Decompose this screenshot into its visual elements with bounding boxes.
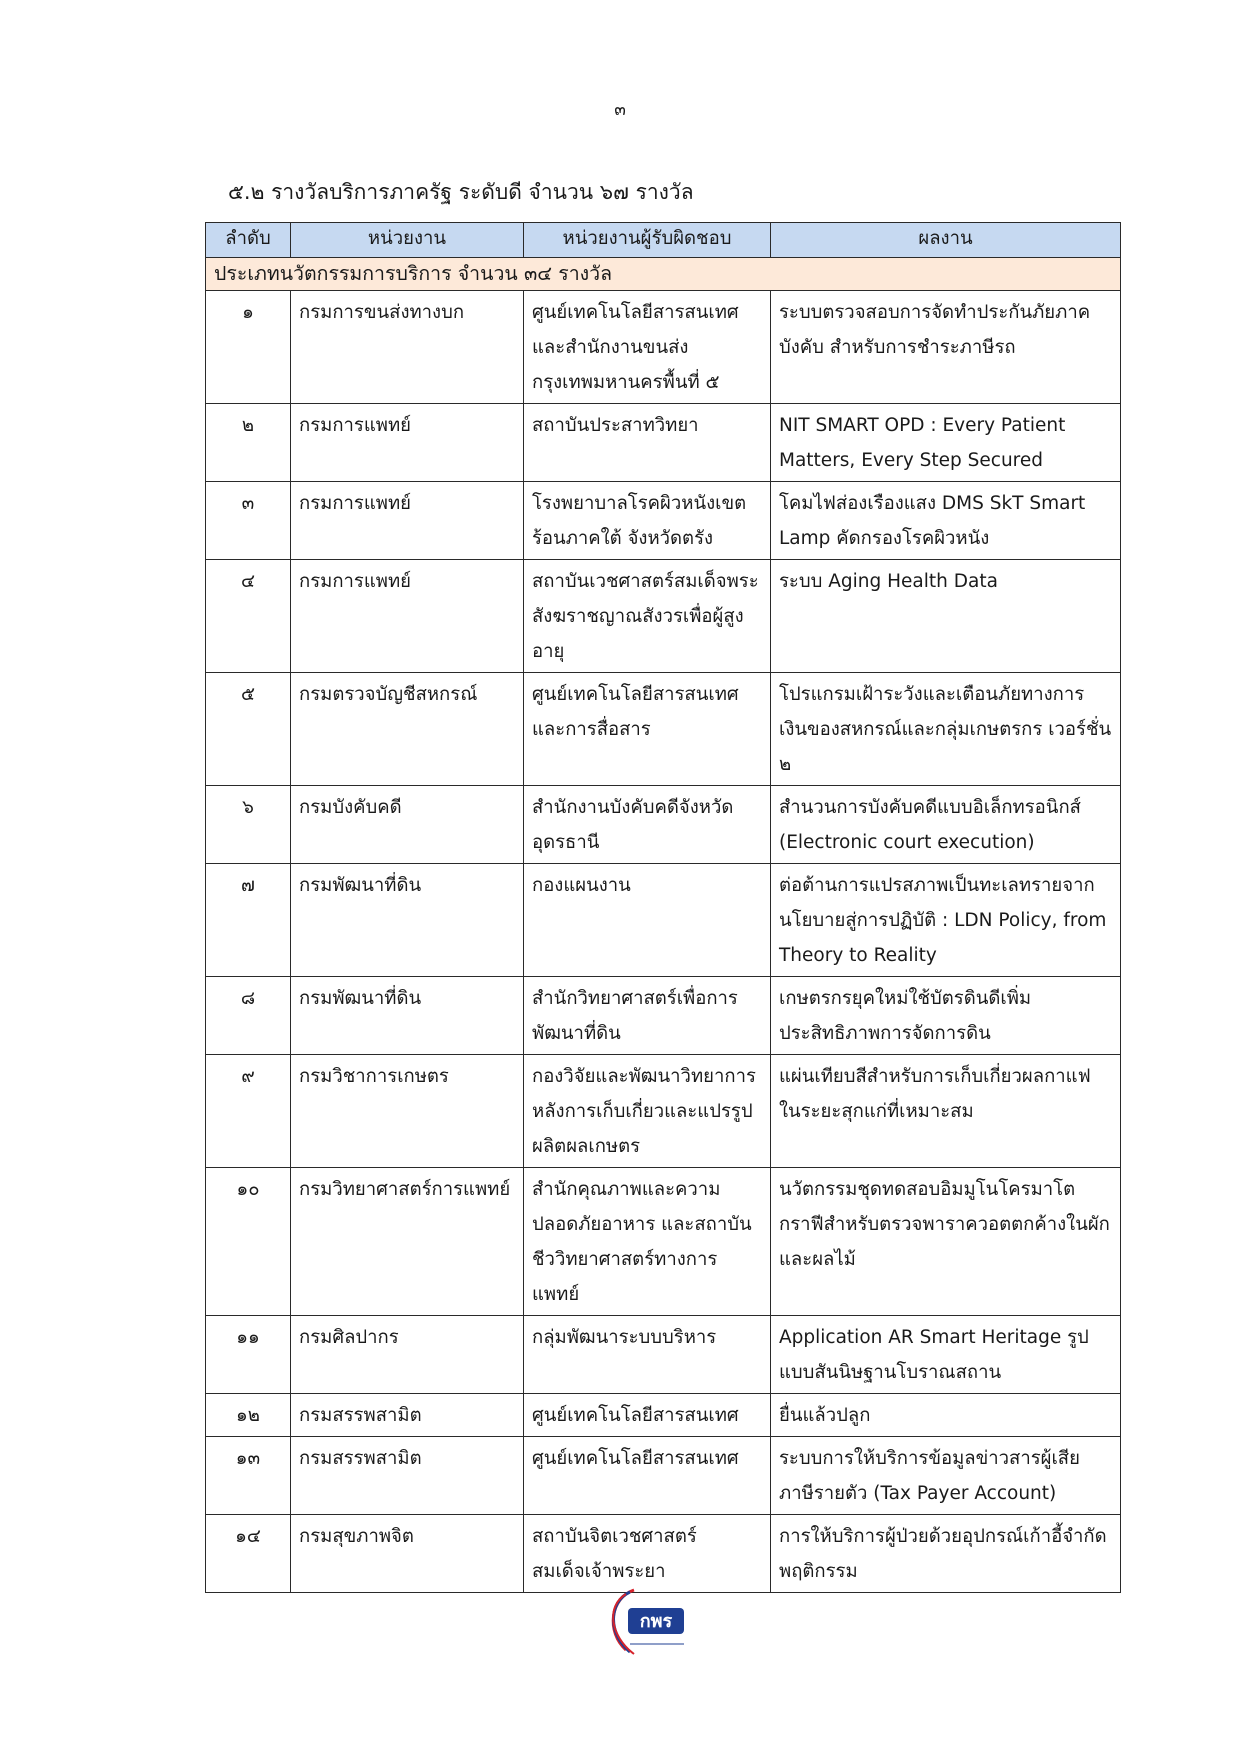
row-agency: กรมตรวจบัญชีสหกรณ์ — [291, 673, 524, 786]
row-agency: กรมบังคับคดี — [291, 786, 524, 864]
row-responsible-unit: ศูนย์เทคโนโลยีสารสนเทศ — [524, 1394, 771, 1437]
table-row — [206, 1316, 1121, 1394]
row-agency: กรมศิลปากร — [291, 1316, 524, 1394]
table-row — [206, 1515, 1121, 1593]
table-row — [206, 673, 1121, 786]
table-row — [206, 786, 1121, 864]
page-number: ๓ — [614, 100, 626, 120]
row-number: ๑๒ — [206, 1394, 291, 1437]
row-responsible-unit: ศูนย์เทคโนโลยีสารสนเทศ — [524, 1437, 771, 1515]
row-responsible-unit: สำนักวิทยาศาสตร์เพื่อการพัฒนาที่ดิน — [524, 977, 771, 1055]
row-number: ๑๓ — [206, 1437, 291, 1515]
row-agency: กรมพัฒนาที่ดิน — [291, 977, 524, 1055]
row-responsible-unit: ศูนย์เทคโนโลยีสารสนเทศ และสำนักงานขนส่งกรุงเทพมหานครพื้นที่ ๕ — [524, 291, 771, 404]
row-number: ๔ — [206, 560, 291, 673]
row-work: ยื่นแล้วปลูก — [771, 1394, 1121, 1437]
row-work: การให้บริการผู้ป่วยด้วยอุปกรณ์เก้าอี้จำกัดพฤติกรรม — [771, 1515, 1121, 1593]
row-work: ระบบตรวจสอบการจัดทำประกันภัยภาคบังคับ สำหรับการชำระภาษีรถ — [771, 291, 1121, 404]
row-number: ๘ — [206, 977, 291, 1055]
header-work: ผลงาน — [771, 223, 1121, 258]
row-work: นวัตกรรมชุดทดสอบอิมมูโนโครมาโตกราฟีสำหรับตรวจพาราควอตตกค้างในผักและผลไม้ — [771, 1168, 1121, 1316]
awards-table — [205, 222, 1121, 1593]
row-number: ๒ — [206, 404, 291, 482]
category-row — [206, 258, 1121, 291]
row-agency: กรมการขนส่งทางบก — [291, 291, 524, 404]
row-work: NIT SMART OPD : Every Patient Matters, Every Step Secured — [771, 404, 1121, 482]
row-agency: กรมการแพทย์ — [291, 404, 524, 482]
row-responsible-unit: สถาบันจิตเวชศาสตร์สมเด็จเจ้าพระยา — [524, 1515, 771, 1593]
row-work: ต่อต้านการแปรสภาพเป็นทะเลทรายจากนโยบายสู่การปฏิบัติ : LDN Policy, from Theory to Reality — [771, 864, 1121, 977]
row-responsible-unit: ศูนย์เทคโนโลยีสารสนเทศและการสื่อสาร — [524, 673, 771, 786]
table-row — [206, 1437, 1121, 1515]
table-row — [206, 1055, 1121, 1168]
row-work: ระบบการให้บริการข้อมูลข่าวสารผู้เสียภาษีรายตัว (Tax Payer Account) — [771, 1437, 1121, 1515]
row-responsible-unit: โรงพยาบาลโรคผิวหนังเขตร้อนภาคใต้ จังหวัดตรัง — [524, 482, 771, 560]
row-agency: กรมวิทยาศาสตร์การแพทย์ — [291, 1168, 524, 1316]
row-work: โปรแกรมเฝ้าระวังและเตือนภัยทางการเงินของสหกรณ์และกลุ่มเกษตรกร เวอร์ชั่น ๒ — [771, 673, 1121, 786]
table-row — [206, 560, 1121, 673]
row-number: ๑๔ — [206, 1515, 291, 1593]
section-title: ๕.๒ รางวัลบริการภาครัฐ ระดับดี จำนวน ๖๗ รางวัล — [228, 180, 694, 204]
row-work: ระบบ Aging Health Data — [771, 560, 1121, 673]
row-number: ๑๐ — [206, 1168, 291, 1316]
table-header-row — [206, 223, 1121, 258]
row-number: ๑ — [206, 291, 291, 404]
opdc-logo — [604, 1582, 696, 1664]
row-number: ๖ — [206, 786, 291, 864]
row-work: โคมไฟส่องเรืองแสง DMS SkT Smart Lamp คัดกรองโรคผิวหนัง — [771, 482, 1121, 560]
table-row — [206, 404, 1121, 482]
table-row — [206, 1168, 1121, 1316]
table-row — [206, 1394, 1121, 1437]
table-row — [206, 291, 1121, 404]
row-responsible-unit: สถาบันประสาทวิทยา — [524, 404, 771, 482]
row-work: สำนวนการบังคับคดีแบบอิเล็กทรอนิกส์ (Electronic court execution) — [771, 786, 1121, 864]
row-responsible-unit: กองวิจัยและพัฒนาวิทยาการหลังการเก็บเกี่ยวและแปรรูปผลิตผลเกษตร — [524, 1055, 771, 1168]
row-number: ๑๑ — [206, 1316, 291, 1394]
header-responsible-unit: หน่วยงานผู้รับผิดชอบ — [524, 223, 771, 258]
logo-text: กพร — [639, 1611, 673, 1632]
row-responsible-unit: กองแผนงาน — [524, 864, 771, 977]
table-row — [206, 482, 1121, 560]
row-responsible-unit: สถาบันเวชศาสตร์สมเด็จพระสังฆราชญาณสังวรเพื่อผู้สูงอายุ — [524, 560, 771, 673]
row-agency: กรมพัฒนาที่ดิน — [291, 864, 524, 977]
row-number: ๓ — [206, 482, 291, 560]
row-responsible-unit: กลุ่มพัฒนาระบบบริหาร — [524, 1316, 771, 1394]
row-agency: กรมสรรพสามิต — [291, 1394, 524, 1437]
table-row — [206, 864, 1121, 977]
header-order: ลำดับ — [206, 223, 291, 258]
row-agency: กรมการแพทย์ — [291, 482, 524, 560]
row-agency: กรมการแพทย์ — [291, 560, 524, 673]
row-work: แผ่นเทียบสีสำหรับการเก็บเกี่ยวผลกาแฟในระยะสุกแก่ที่เหมาะสม — [771, 1055, 1121, 1168]
row-number: ๙ — [206, 1055, 291, 1168]
row-number: ๕ — [206, 673, 291, 786]
row-work: เกษตรกรยุคใหม่ใช้บัตรดินดีเพิ่มประสิทธิภาพการจัดการดิน — [771, 977, 1121, 1055]
header-agency: หน่วยงาน — [291, 223, 524, 258]
row-agency: กรมสุขภาพจิต — [291, 1515, 524, 1593]
table-row — [206, 977, 1121, 1055]
row-responsible-unit: สำนักคุณภาพและความปลอดภัยอาหาร และสถาบันชีววิทยาศาสตร์ทางการแพทย์ — [524, 1168, 771, 1316]
row-responsible-unit: สำนักงานบังคับคดีจังหวัดอุดรธานี — [524, 786, 771, 864]
row-work: Application AR Smart Heritage รูปแบบสันนิษฐานโบราณสถาน — [771, 1316, 1121, 1394]
row-number: ๗ — [206, 864, 291, 977]
row-agency: กรมวิชาการเกษตร — [291, 1055, 524, 1168]
category-label: ประเภทนวัตกรรมการบริการ จำนวน ๓๔ รางวัล — [206, 258, 1121, 291]
row-agency: กรมสรรพสามิต — [291, 1437, 524, 1515]
